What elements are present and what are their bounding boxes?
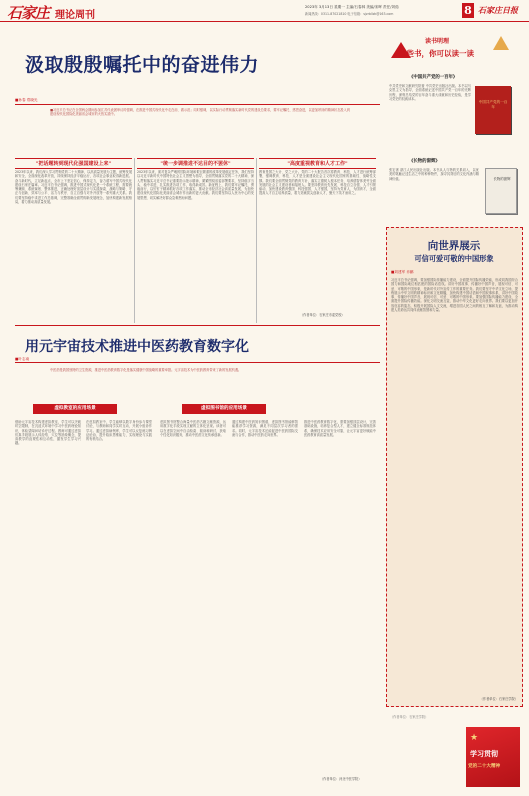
article-title: "把话题转到现代化强国建设上来"	[15, 158, 132, 169]
article-title: "统一步调推进不达目的不罢休"	[137, 158, 254, 169]
hero-title: 汲取殷殷嘱托中的奋进伟力	[25, 54, 260, 76]
tcm-col-5: 推进中医药教育数字化，需要加强顶层设计，完善基础设施，培养复合型人才，建立健全标准规范体系，确保技术应用安全可靠，让元宇宙更好赋能中医药教育高质量发展。	[304, 420, 376, 437]
book1-cover	[475, 86, 511, 134]
feature-title-1: 向世界展示	[427, 240, 481, 252]
book2-text: 张宏著 浙江人民出版社出版。本书从人与物的关系切入，以优美的笔触记述生活之中的种种物件，探寻其背后的文化内涵与精神价值。	[389, 168, 479, 181]
tcm-subhead-library: 虚拟图书馆的应用场景	[182, 404, 266, 414]
column-divider	[256, 158, 257, 323]
article-body: 2023年以来，我们深入学习贯彻党的二十大精神，以高质量发展为主题，统筹发展和安全，全面深化改革开放，持续保持经济平稳运行，各项社会事业取得新进展。奋斗新时代，立足新起点，全市上下坚定信心、保持定力，奋力谱写中国式现代化建设石家庄篇章。习近平总书记强调，推进中国式现代化是一个系统工程，需要统筹兼顾、系统谋划、整体推进，正确处理好顶层设计与实践探索、战略与策略、守正与创新、效率与公平、活力与秩序、自立自强与对外开放等一系列重大关系。我们要坚持稳中求进工作总基调，完整准确全面贯彻新发展理念，加快构建新发展格局，着力推动高质量发展。	[15, 170, 132, 205]
section-name: 理论周刊	[55, 10, 95, 21]
promo-badge	[466, 727, 520, 787]
masthead	[0, 0, 529, 22]
tcm-col-4: 通过构建中医药知识图谱，虚拟图书馆能够智能推荐学习资源，满足不同层次学习者的需求。同时，元宇宙技术还能促进中医药国际交流与合作，推动中医药走向世界。	[232, 420, 298, 437]
tcm-footer-note: （作者单位：河北中医学院）	[320, 777, 362, 781]
promo-panel	[386, 711, 523, 793]
feature-box	[386, 227, 523, 707]
book-column	[385, 28, 523, 224]
tcm-col-3: 虚拟图书馆整合海量中医药古籍文献资源，运用数字化手段实现文献的立体化呈现。读者可以在虚拟空间中自由检索、阅读和研讨，获取个性化知识服务，推动中医药文化传承创新。	[160, 420, 226, 437]
banner-top-text: 读书明理	[425, 38, 450, 45]
book1-cover-title: 中国共产党的一百年	[478, 100, 508, 109]
promo-line-2: 党的二十大精神	[468, 764, 501, 769]
feature-body: 习近平总书记强调，要加强国际传播能力建设，全面提升国际传播效能，形成同我国综合国力和国际地位相匹配的国际话语权。讲好中国故事、传播好中国声音，展现可信、可爱、可敬的中国形象，是新时代对外宣传工作的重要任务。我们要坚守中华文化立场，提炼展示中华文明的精神标识和文化精髓，加快构建中国话语和中国叙事体系，讲好中国故事、传播好中国声音，展现可信、可爱、可敬的中国形象。要加强国际传播能力建设，全面提升国际传播效能。深化文明交流互鉴，推动中华文化更好走向世界。我们要以更加开放包容的姿态，积极开展国际人文交流，增进各国人民之间的相互了解和友谊，为推动构建人类命运共同体贡献智慧和力量。	[391, 278, 518, 313]
tcm-col-1: 借助元宇宙技术构建虚拟教室，学生可以突破时空限制，在沉浸式环境中学习中医药理论知识，体验望闻问切诊疗过程。教师可通过虚拟仿真手段展示人体经络、穴位等抽象概念，提高教学的直观性和互动性，激发学生学习兴趣。	[15, 420, 81, 446]
book1-text: 中共党史和文献研究院著 中共党史出版社出版。本书以马克思主义为指导，全面系统记述中国共产党一百年的光辉历程，深刻总结党的百年奋斗重大成就和历史经验，是学习党史的权威读本。	[389, 84, 471, 101]
paper-name: 石家庄日报	[478, 5, 518, 15]
article-body: 2023年以来，面对复杂严峻的国际环境和艰巨繁重的改革发展稳定任务，我们坚持以习近平新时代中国特色社会主义思想为指导，全面贯彻落实党的二十大精神，深入贯彻落实习近平总书记重要指示批示精神，紧紧围绕省委部署要求，坚持稳字当头、稳中求进，扎实推进各项工作，取得新成效。新征程上，我们要牢记嘱托，勇毅前行，以钉钉子精神抓好各项工作落实，推动全市经济社会高质量发展，为加快建设现代化国际化美丽省会城市作出新的更大贡献。我们要坚持以人民为中心的发展思想，切实解决好群众急难愁盼问题。	[137, 170, 254, 200]
book1-title: 《中国共产党的一百年》	[409, 75, 458, 80]
paper-logo: 石家庄	[7, 4, 50, 22]
tcm-byline: ■叶志南	[15, 357, 30, 361]
column-divider	[134, 158, 135, 323]
tcm-rule	[15, 362, 380, 363]
tcm-intro: 中医药是我国独特的卫生资源，推进中医药教育数字化是落实健康中国战略的重要举措。元宇宙技术为中医药教育带来了新的发展机遇。	[50, 368, 242, 372]
feature-footer: （作者单位：石家庄学院）	[479, 697, 518, 701]
banner-main-text: 这些书，你可以读一读	[399, 49, 474, 58]
hero-rule	[15, 104, 380, 105]
hero-byline: ■孙春 郑晓光	[15, 98, 38, 102]
page-number: 8	[462, 3, 474, 18]
book2-cover	[485, 168, 517, 214]
article-body: 教育是国之大计、党之大计。党的二十大报告首次将教育、科技、人才进行统筹部署，强调教育、科技、人才是全面建设社会主义现代化国家的基础性、战略性支撑。我们要全面贯彻党的教育方针，落实立德树人根本任务，培养德智体美劳全面发展的社会主义建设者和接班人。要坚持教育优先发展、科技自立自强、人才引领驱动，加快建设教育强国、科技强国、人才强国，坚持为党育人、为国育才，全面提高人才自主培养质量，着力造就拔尖创新人才，聚天下英才而用之。	[259, 170, 376, 196]
feature-byline: ■刘建军 乔鹏	[391, 270, 414, 274]
section-rule	[15, 325, 380, 326]
promo-side-text: （作者单位：石家庄学院）	[390, 715, 429, 719]
promo-line-1: 学习贯彻	[470, 749, 498, 758]
tcm-col-2: 在虚拟教室中，学生能够以数字身份参与课堂讨论，与教师和同学实时互动，开展小组协作学习。通过虚拟病例库，学生可以反复练习辨证论治，提升临床思维能力，实现理论与实践的有机结合。	[86, 420, 152, 442]
book2-title: 《长物的窗辉》	[409, 159, 440, 164]
hero-intro: ■习近平总书记在全国两会期间参加江苏代表团审议时强调，在推进中国式现代化中走在前、做示范；同时强调，以实际行动贯彻落实新时代党的建设总要求，要牢记嘱托、感恩奋进，以更加昂扬的精神状态投入到建设现代化国际化美丽省会城市的火热实践中。	[50, 108, 350, 117]
book2-cover-title: 长物的窗辉	[493, 177, 511, 181]
promo-star-icon: ★	[470, 733, 479, 743]
contact-line: 新闻热线：0311-87021810 电子信箱：sjzrbllzk@163.com	[305, 12, 394, 16]
date-line: 2023年 3月13日 星期一 主编/石春林 美编/宋晖 责任/刘茹	[305, 5, 399, 9]
tcm-subhead-classroom: 虚拟教室的应用场景	[33, 404, 117, 414]
feature-title-2: 可信可爱可敬的中国形象	[414, 254, 494, 263]
tcm-title: 用元宇宙技术推进中医药教育数字化	[25, 339, 249, 355]
article-title: "高度重视教育和人才工作"	[259, 158, 376, 169]
author-note: （作者单位：石家庄市委党校）	[300, 313, 345, 317]
